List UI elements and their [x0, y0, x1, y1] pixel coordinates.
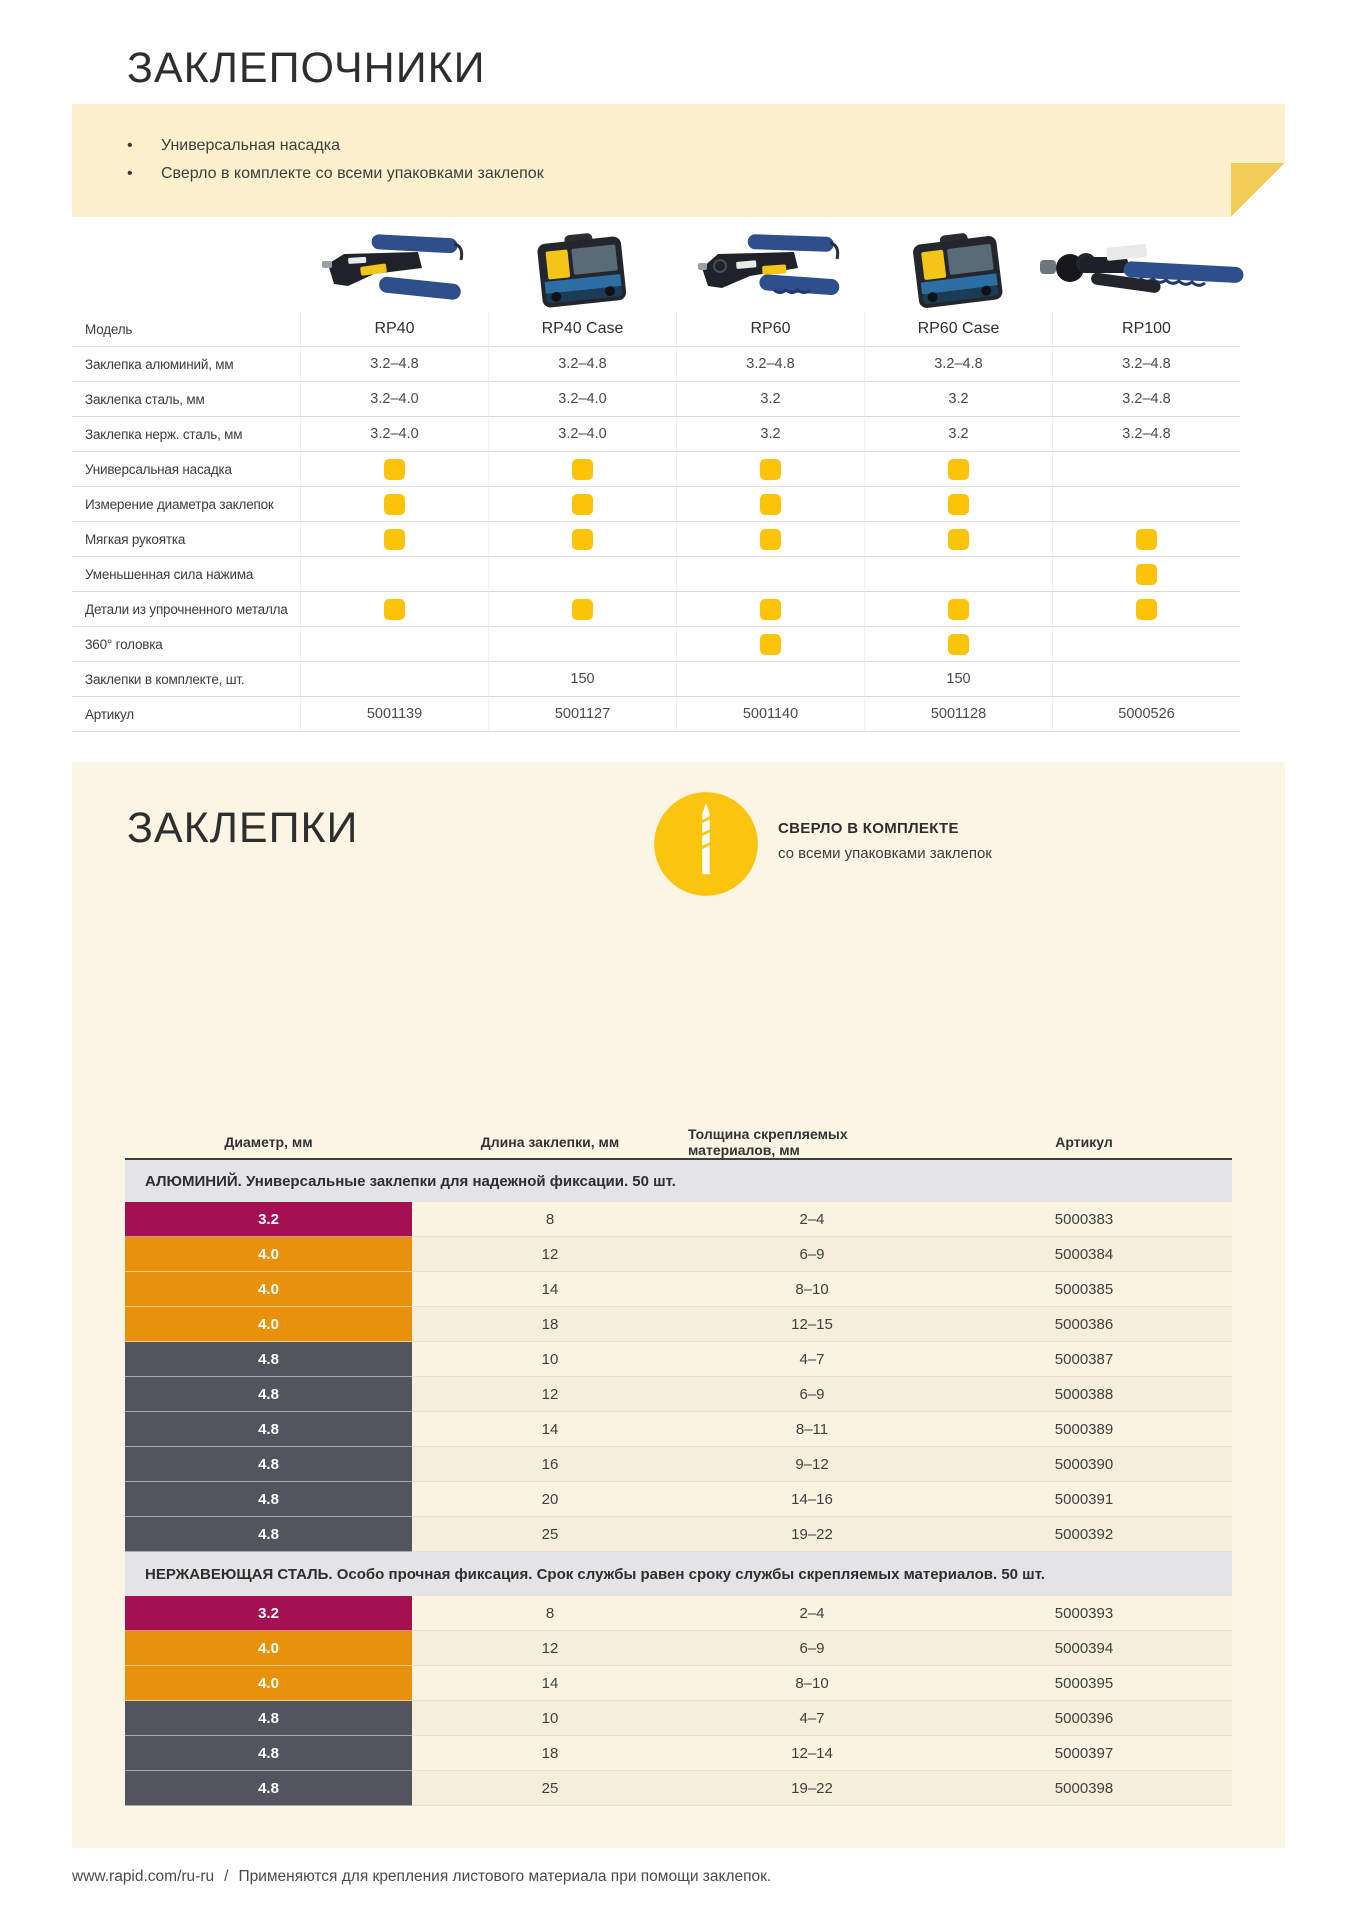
feature-cell: 5001127 [488, 697, 676, 732]
rivet-sku-cell: 5000398 [936, 1771, 1232, 1806]
rivet-sku-cell: 5000389 [936, 1412, 1232, 1447]
feature-cell [864, 557, 1052, 592]
row-label: Универсальная насадка [72, 452, 300, 487]
rivet-thickness-cell: 6–9 [688, 1377, 936, 1412]
feature-cell: 3.2–4.8 [1052, 382, 1240, 417]
feature-cell: 3.2 [864, 382, 1052, 417]
feature-check-icon [760, 529, 781, 550]
rivet-diameter-cell: 4.0 [125, 1666, 412, 1701]
rivet-sku-cell: 5000386 [936, 1307, 1232, 1342]
feature-cell: 3.2–4.0 [300, 382, 488, 417]
feature-cell [864, 452, 1052, 487]
model-name: RP40 [300, 312, 488, 347]
feature-cell [1052, 522, 1240, 557]
feature-cell [864, 627, 1052, 662]
feature-cell [1052, 627, 1240, 662]
feature-check-icon [1136, 529, 1157, 550]
riveter-case-icon [502, 228, 662, 312]
feature-check-icon [1136, 599, 1157, 620]
feature-cell: 3.2–4.8 [864, 347, 1052, 382]
feature-cell: 5001139 [300, 697, 488, 732]
drill-badge [652, 790, 760, 898]
feature-cell: 3.2–4.0 [300, 417, 488, 452]
column-header-length: Длина заклепки, мм [480, 1134, 620, 1150]
rivets-title: ЗАКЛЕПКИ [127, 804, 359, 852]
feature-cell: 3.2–4.8 [300, 347, 488, 382]
rivet-length-cell: 20 [412, 1482, 688, 1517]
model-name: RP40 Case [488, 312, 676, 347]
rivet-length-cell: 8 [412, 1202, 688, 1237]
feature-cell: 150 [488, 662, 676, 697]
feature-check-icon [384, 459, 405, 480]
footer-url[interactable]: www.rapid.com/ru-ru [72, 1868, 215, 1885]
feature-cell [300, 592, 488, 627]
rivet-sku-cell: 5000385 [936, 1272, 1232, 1307]
feature-cell: 3.2 [864, 417, 1052, 452]
highlight-item: • Сверло в комплекте со всеми упаковками заклепок [125, 160, 1285, 188]
rivet-diameter-cell: 4.8 [125, 1377, 412, 1412]
feature-cell [676, 557, 864, 592]
rivet-thickness-cell: 6–9 [688, 1631, 936, 1666]
rivet-sku-cell: 5000387 [936, 1342, 1232, 1377]
highlights-box [72, 104, 1285, 217]
row-label: Детали из упрочненного металла [72, 592, 300, 627]
feature-check-icon [572, 599, 593, 620]
feature-cell [676, 592, 864, 627]
rivet-length-cell: 12 [412, 1631, 688, 1666]
feature-cell: 5001128 [864, 697, 1052, 732]
model-row-label: Модель [72, 312, 300, 347]
rivet-sku-cell: 5000396 [936, 1701, 1232, 1736]
rivet-sku-cell: 5000394 [936, 1631, 1232, 1666]
riveter-case-icon [878, 228, 1038, 312]
feature-cell [676, 487, 864, 522]
rivet-length-cell: 12 [412, 1377, 688, 1412]
feature-cell [676, 522, 864, 557]
rivet-sku-cell: 5000395 [936, 1666, 1232, 1701]
feature-cell [300, 452, 488, 487]
rivet-thickness-cell: 4–7 [688, 1701, 936, 1736]
rivets-table-header [125, 1126, 1232, 1158]
rivet-length-cell: 10 [412, 1701, 688, 1736]
feature-check-icon [760, 634, 781, 655]
row-label: Заклепка нерж. сталь, мм [72, 417, 300, 452]
rivet-thickness-cell: 6–9 [688, 1237, 936, 1272]
feature-check-icon [760, 494, 781, 515]
feature-cell: 3.2–4.8 [676, 347, 864, 382]
row-label: 360° головка [72, 627, 300, 662]
feature-cell [300, 557, 488, 592]
rivet-thickness-cell: 8–10 [688, 1272, 936, 1307]
model-name: RP60 Case [864, 312, 1052, 347]
rivet-thickness-cell: 12–14 [688, 1736, 936, 1771]
row-label: Артикул [72, 697, 300, 732]
feature-check-icon [948, 494, 969, 515]
rivet-diameter-cell: 4.0 [125, 1272, 412, 1307]
rivet-sku-cell: 5000383 [936, 1202, 1232, 1237]
highlights-list [72, 104, 1285, 188]
feature-cell [676, 452, 864, 487]
feature-cell [1052, 662, 1240, 697]
feature-cell: 3.2–4.8 [488, 347, 676, 382]
footer [72, 1868, 771, 1886]
feature-cell [488, 487, 676, 522]
feature-cell [676, 662, 864, 697]
feature-check-icon [384, 494, 405, 515]
rivet-sku-cell: 5000388 [936, 1377, 1232, 1412]
rivet-sku-cell: 5000397 [936, 1736, 1232, 1771]
rivet-length-cell: 18 [412, 1736, 688, 1771]
rivet-diameter-cell: 4.8 [125, 1771, 412, 1806]
feature-check-icon [384, 599, 405, 620]
rivet-diameter-cell: 4.8 [125, 1447, 412, 1482]
feature-check-icon [948, 459, 969, 480]
rivet-length-cell: 14 [412, 1412, 688, 1447]
row-label: Заклепка алюминий, мм [72, 347, 300, 382]
feature-check-icon [1136, 564, 1157, 585]
rivet-sku-cell: 5000392 [936, 1517, 1232, 1552]
feature-cell: 5000526 [1052, 697, 1240, 732]
rivets-table [125, 1158, 1232, 1806]
rivet-diameter-cell: 4.8 [125, 1736, 412, 1771]
rivet-length-cell: 14 [412, 1272, 688, 1307]
feature-cell [300, 662, 488, 697]
row-label: Заклепки в комплекте, шт. [72, 662, 300, 697]
feature-cell [1052, 557, 1240, 592]
row-label: Мягкая рукоятка [72, 522, 300, 557]
rivet-diameter-cell: 4.8 [125, 1412, 412, 1447]
feature-check-icon [384, 529, 405, 550]
feature-cell [864, 592, 1052, 627]
column-header-diameter: Диаметр, мм [224, 1134, 313, 1150]
feature-cell [300, 522, 488, 557]
feature-cell: 150 [864, 662, 1052, 697]
rivet-thickness-cell: 2–4 [688, 1596, 936, 1631]
feature-cell [1052, 487, 1240, 522]
rivet-length-cell: 16 [412, 1447, 688, 1482]
rivet-thickness-cell: 2–4 [688, 1202, 936, 1237]
feature-check-icon [572, 529, 593, 550]
feature-check-icon [572, 494, 593, 515]
rivet-diameter-cell: 4.0 [125, 1237, 412, 1272]
rivet-diameter-cell: 4.8 [125, 1342, 412, 1377]
feature-cell [864, 522, 1052, 557]
rivet-thickness-cell: 9–12 [688, 1447, 936, 1482]
rivet-diameter-cell: 4.8 [125, 1482, 412, 1517]
rivet-thickness-cell: 14–16 [688, 1482, 936, 1517]
feature-check-icon [948, 529, 969, 550]
feature-cell: 3.2–4.0 [488, 417, 676, 452]
feature-cell [488, 522, 676, 557]
feature-cell [300, 487, 488, 522]
rivet-thickness-cell: 19–22 [688, 1771, 936, 1806]
product-image-rp40-case [502, 228, 662, 317]
feature-cell [488, 627, 676, 662]
rivets-section-header: НЕРЖАВЕЮЩАЯ СТАЛЬ. Особо прочная фиксация. Срок службы равен сроку службы скрепляемых материалов. 50 шт. [125, 1552, 1232, 1596]
column-header-sku: Артикул [1055, 1134, 1113, 1150]
feature-cell: 3.2–4.8 [1052, 417, 1240, 452]
drill-badge-subtitle: со всеми упаковками заклепок [778, 845, 992, 862]
rivet-diameter-cell: 3.2 [125, 1202, 412, 1237]
riveter-gun-icon [314, 228, 474, 312]
feature-cell [864, 487, 1052, 522]
riveters-comparison-table [72, 312, 1240, 732]
rivet-thickness-cell: 8–11 [688, 1412, 936, 1447]
page-title: ЗАКЛЕПОЧНИКИ [127, 44, 486, 92]
rivet-thickness-cell: 8–10 [688, 1666, 936, 1701]
riveter-long-icon [1036, 228, 1256, 312]
rivet-length-cell: 8 [412, 1596, 688, 1631]
rivet-diameter-cell: 4.8 [125, 1701, 412, 1736]
rivet-diameter-cell: 4.0 [125, 1631, 412, 1666]
column-header-thickness: Толщина скрепляемых материалов, мм [688, 1126, 848, 1158]
rivet-sku-cell: 5000390 [936, 1447, 1232, 1482]
model-name: RP60 [676, 312, 864, 347]
row-label: Измерение диаметра заклепок [72, 487, 300, 522]
feature-cell [488, 557, 676, 592]
feature-cell [300, 627, 488, 662]
feature-cell [488, 592, 676, 627]
feature-check-icon [948, 634, 969, 655]
row-label: Уменьшенная сила нажима [72, 557, 300, 592]
rivet-length-cell: 10 [412, 1342, 688, 1377]
rivet-length-cell: 12 [412, 1237, 688, 1272]
rivet-thickness-cell: 4–7 [688, 1342, 936, 1377]
feature-cell: 3.2 [676, 417, 864, 452]
feature-check-icon [948, 599, 969, 620]
feature-check-icon [760, 599, 781, 620]
rivet-thickness-cell: 19–22 [688, 1517, 936, 1552]
feature-cell: 5001140 [676, 697, 864, 732]
row-label: Заклепка сталь, мм [72, 382, 300, 417]
rivet-diameter-cell: 4.0 [125, 1307, 412, 1342]
feature-cell [676, 627, 864, 662]
riveter-gun-icon [690, 228, 850, 312]
rivet-thickness-cell: 12–15 [688, 1307, 936, 1342]
highlight-item: • Универсальная насадка [125, 132, 1285, 160]
feature-cell [1052, 592, 1240, 627]
rivet-sku-cell: 5000391 [936, 1482, 1232, 1517]
footer-separator: / [224, 1868, 229, 1885]
rivet-diameter-cell: 4.8 [125, 1517, 412, 1552]
rivet-length-cell: 18 [412, 1307, 688, 1342]
rivet-length-cell: 25 [412, 1517, 688, 1552]
product-image-rp60 [690, 228, 850, 317]
feature-cell: 3.2 [676, 382, 864, 417]
product-image-rp100 [1036, 228, 1256, 317]
drill-bit-icon [652, 790, 760, 898]
rivet-sku-cell: 5000384 [936, 1237, 1232, 1272]
footer-note: Применяются для крепления листового материала при помощи заклепок. [238, 1868, 772, 1885]
rivet-length-cell: 14 [412, 1666, 688, 1701]
rivet-diameter-cell: 3.2 [125, 1596, 412, 1631]
drill-badge-title: СВЕРЛО В КОМПЛЕКТЕ [778, 820, 959, 837]
rivet-sku-cell: 5000393 [936, 1596, 1232, 1631]
model-name: RP100 [1052, 312, 1240, 347]
rivets-section-header: АЛЮМИНИЙ. Универсальные заклепки для надежной фиксации. 50 шт. [125, 1158, 1232, 1202]
product-image-rp60-case [878, 228, 1038, 317]
feature-cell: 3.2–4.0 [488, 382, 676, 417]
feature-cell: 3.2–4.8 [1052, 347, 1240, 382]
feature-cell [488, 452, 676, 487]
product-image-rp40 [314, 228, 474, 317]
feature-check-icon [572, 459, 593, 480]
page-fold-corner [1231, 163, 1285, 217]
rivet-length-cell: 25 [412, 1771, 688, 1806]
feature-cell [1052, 452, 1240, 487]
feature-check-icon [760, 459, 781, 480]
